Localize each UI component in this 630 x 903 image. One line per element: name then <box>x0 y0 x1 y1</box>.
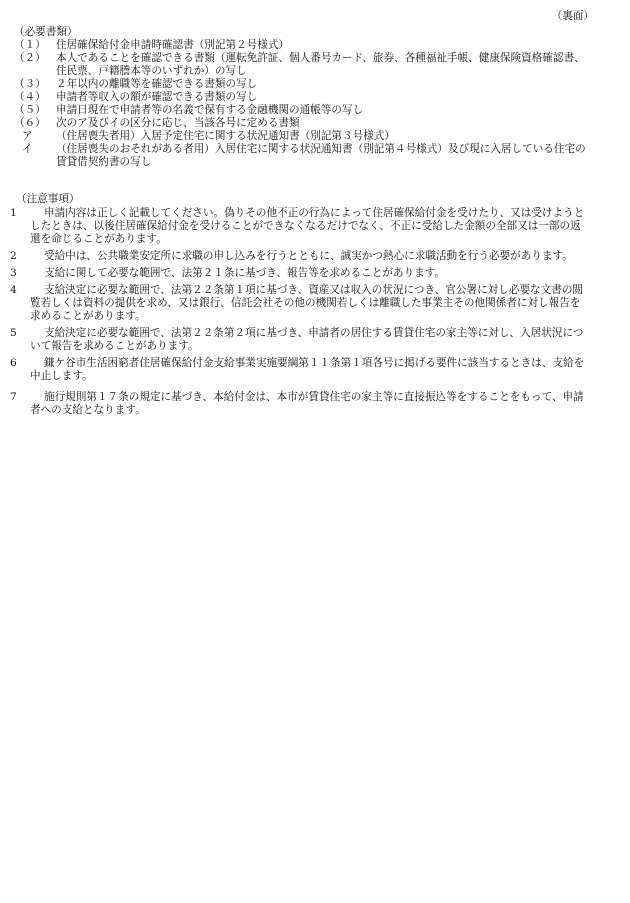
required-doc-text: 次のア及びイの区分に応じ、当該各号に定める書類 <box>56 117 300 129</box>
required-doc-text: 申請日現在で申請者等の名義で保有する金融機関の通帳等の写し <box>56 104 364 116</box>
required-doc-subitem <box>14 143 594 169</box>
required-doc-item <box>14 104 594 117</box>
note-item <box>10 267 590 280</box>
note-text: 施行規則第１７条の規定に基づき、本給付金は、本市が賃貸住宅の家主等に直接振込等をすることをもって、申請者への支給となります。 <box>30 391 584 416</box>
note-number: 5 <box>10 327 17 339</box>
required-doc-number: （４） <box>14 91 46 103</box>
required-doc-number: （３） <box>14 78 46 90</box>
subitem-marker: イ <box>22 143 33 155</box>
required-doc-item <box>14 52 594 78</box>
required-doc-text: 申請者等収入の額が確認できる書類の写し <box>56 91 258 103</box>
note-number: 2 <box>10 250 17 262</box>
note-item <box>10 250 590 263</box>
required-doc-text: 本人であることを確認できる書類（運転免許証、個人番号カード、旅券、各種福祉手帳、健康保険資格確認書、住民票、戸籍謄本等のいずれか）の写し <box>56 52 585 77</box>
reverse-side-label: （裏面） <box>551 10 594 22</box>
note-text: 支給決定に必要な範囲で、法第２２条第２項に基づき、申請者の居住する賃貸住宅の家主等に対し、入居状況について報告を求めることがあります。 <box>30 327 584 352</box>
subitem-marker: ア <box>22 130 33 142</box>
required-doc-item <box>14 91 594 104</box>
required-doc-item <box>14 78 594 91</box>
note-text: 支給に関して必要な範囲で、法第２１条に基づき、報告等を求めることがあります。 <box>44 267 446 279</box>
required-doc-item <box>14 39 594 52</box>
note-item <box>10 207 590 246</box>
required-doc-number: （５） <box>14 104 46 116</box>
note-text: 支給決定に必要な範囲で、法第２２条第１項に基づき、資産又は収入の状況につき、官公署に対し必要な文書の閲覧若しくは資料の提供を求め、又は銀行、信託会社その他の機関若しくは離職した事業主その他関係者に対し報告を求めることがあります。 <box>30 284 584 322</box>
note-number: 7 <box>10 391 17 403</box>
notes-heading: （注意事項） <box>16 193 80 205</box>
subitem-text: （住居喪失者用）入居予定住宅に関する状況通知書（別記第３号様式） <box>56 130 395 142</box>
subitem-text: （住居喪失のおそれがある者用）入居住宅に関する状況通知書（別記第４号様式）及び現に入居している住宅の賃貸借契約書の写し <box>56 143 586 168</box>
note-item <box>10 327 590 353</box>
required-doc-text: ２年以内の離職等を確認できる書類の写し <box>56 78 258 90</box>
required-doc-item <box>14 117 594 130</box>
required-doc-subitem <box>14 130 594 143</box>
note-text: 鎌ケ谷市生活困窮者住居確保給付金支給事業実施要綱第１１条第１項各号に掲げる要件に該当するときは、支給を中止します。 <box>30 357 585 382</box>
required-doc-text: 住居確保給付金申請時確認書（別記第２号様式） <box>56 39 290 51</box>
note-item <box>10 284 590 323</box>
required-documents-heading: （必要書類） <box>14 26 78 38</box>
note-item <box>10 357 590 383</box>
note-text: 受給中は、公共職業安定所に求職の申し込みを行うとともに、誠実かつ熱心に求職活動を行う必要があります。 <box>44 250 573 262</box>
required-documents-section <box>14 26 594 169</box>
note-number: 1 <box>10 207 17 219</box>
required-doc-number: （６） <box>14 117 46 129</box>
note-number: 4 <box>10 284 17 296</box>
note-item <box>10 391 590 417</box>
note-number: 3 <box>10 267 17 279</box>
required-doc-number: （１） <box>14 39 46 51</box>
note-text: 申請内容は正しく記載してください。偽りその他不正の行為によって住居確保給付金を受けたり、又は受けようとしたときは、以後住居確保給付金を受けることができなくなるだけでなく、不正に受給した金額の全部又は一部の返還を命じることがあります。 <box>30 207 585 245</box>
notes-section <box>10 193 590 421</box>
required-doc-number: （２） <box>14 52 46 64</box>
note-number: 6 <box>10 357 17 369</box>
